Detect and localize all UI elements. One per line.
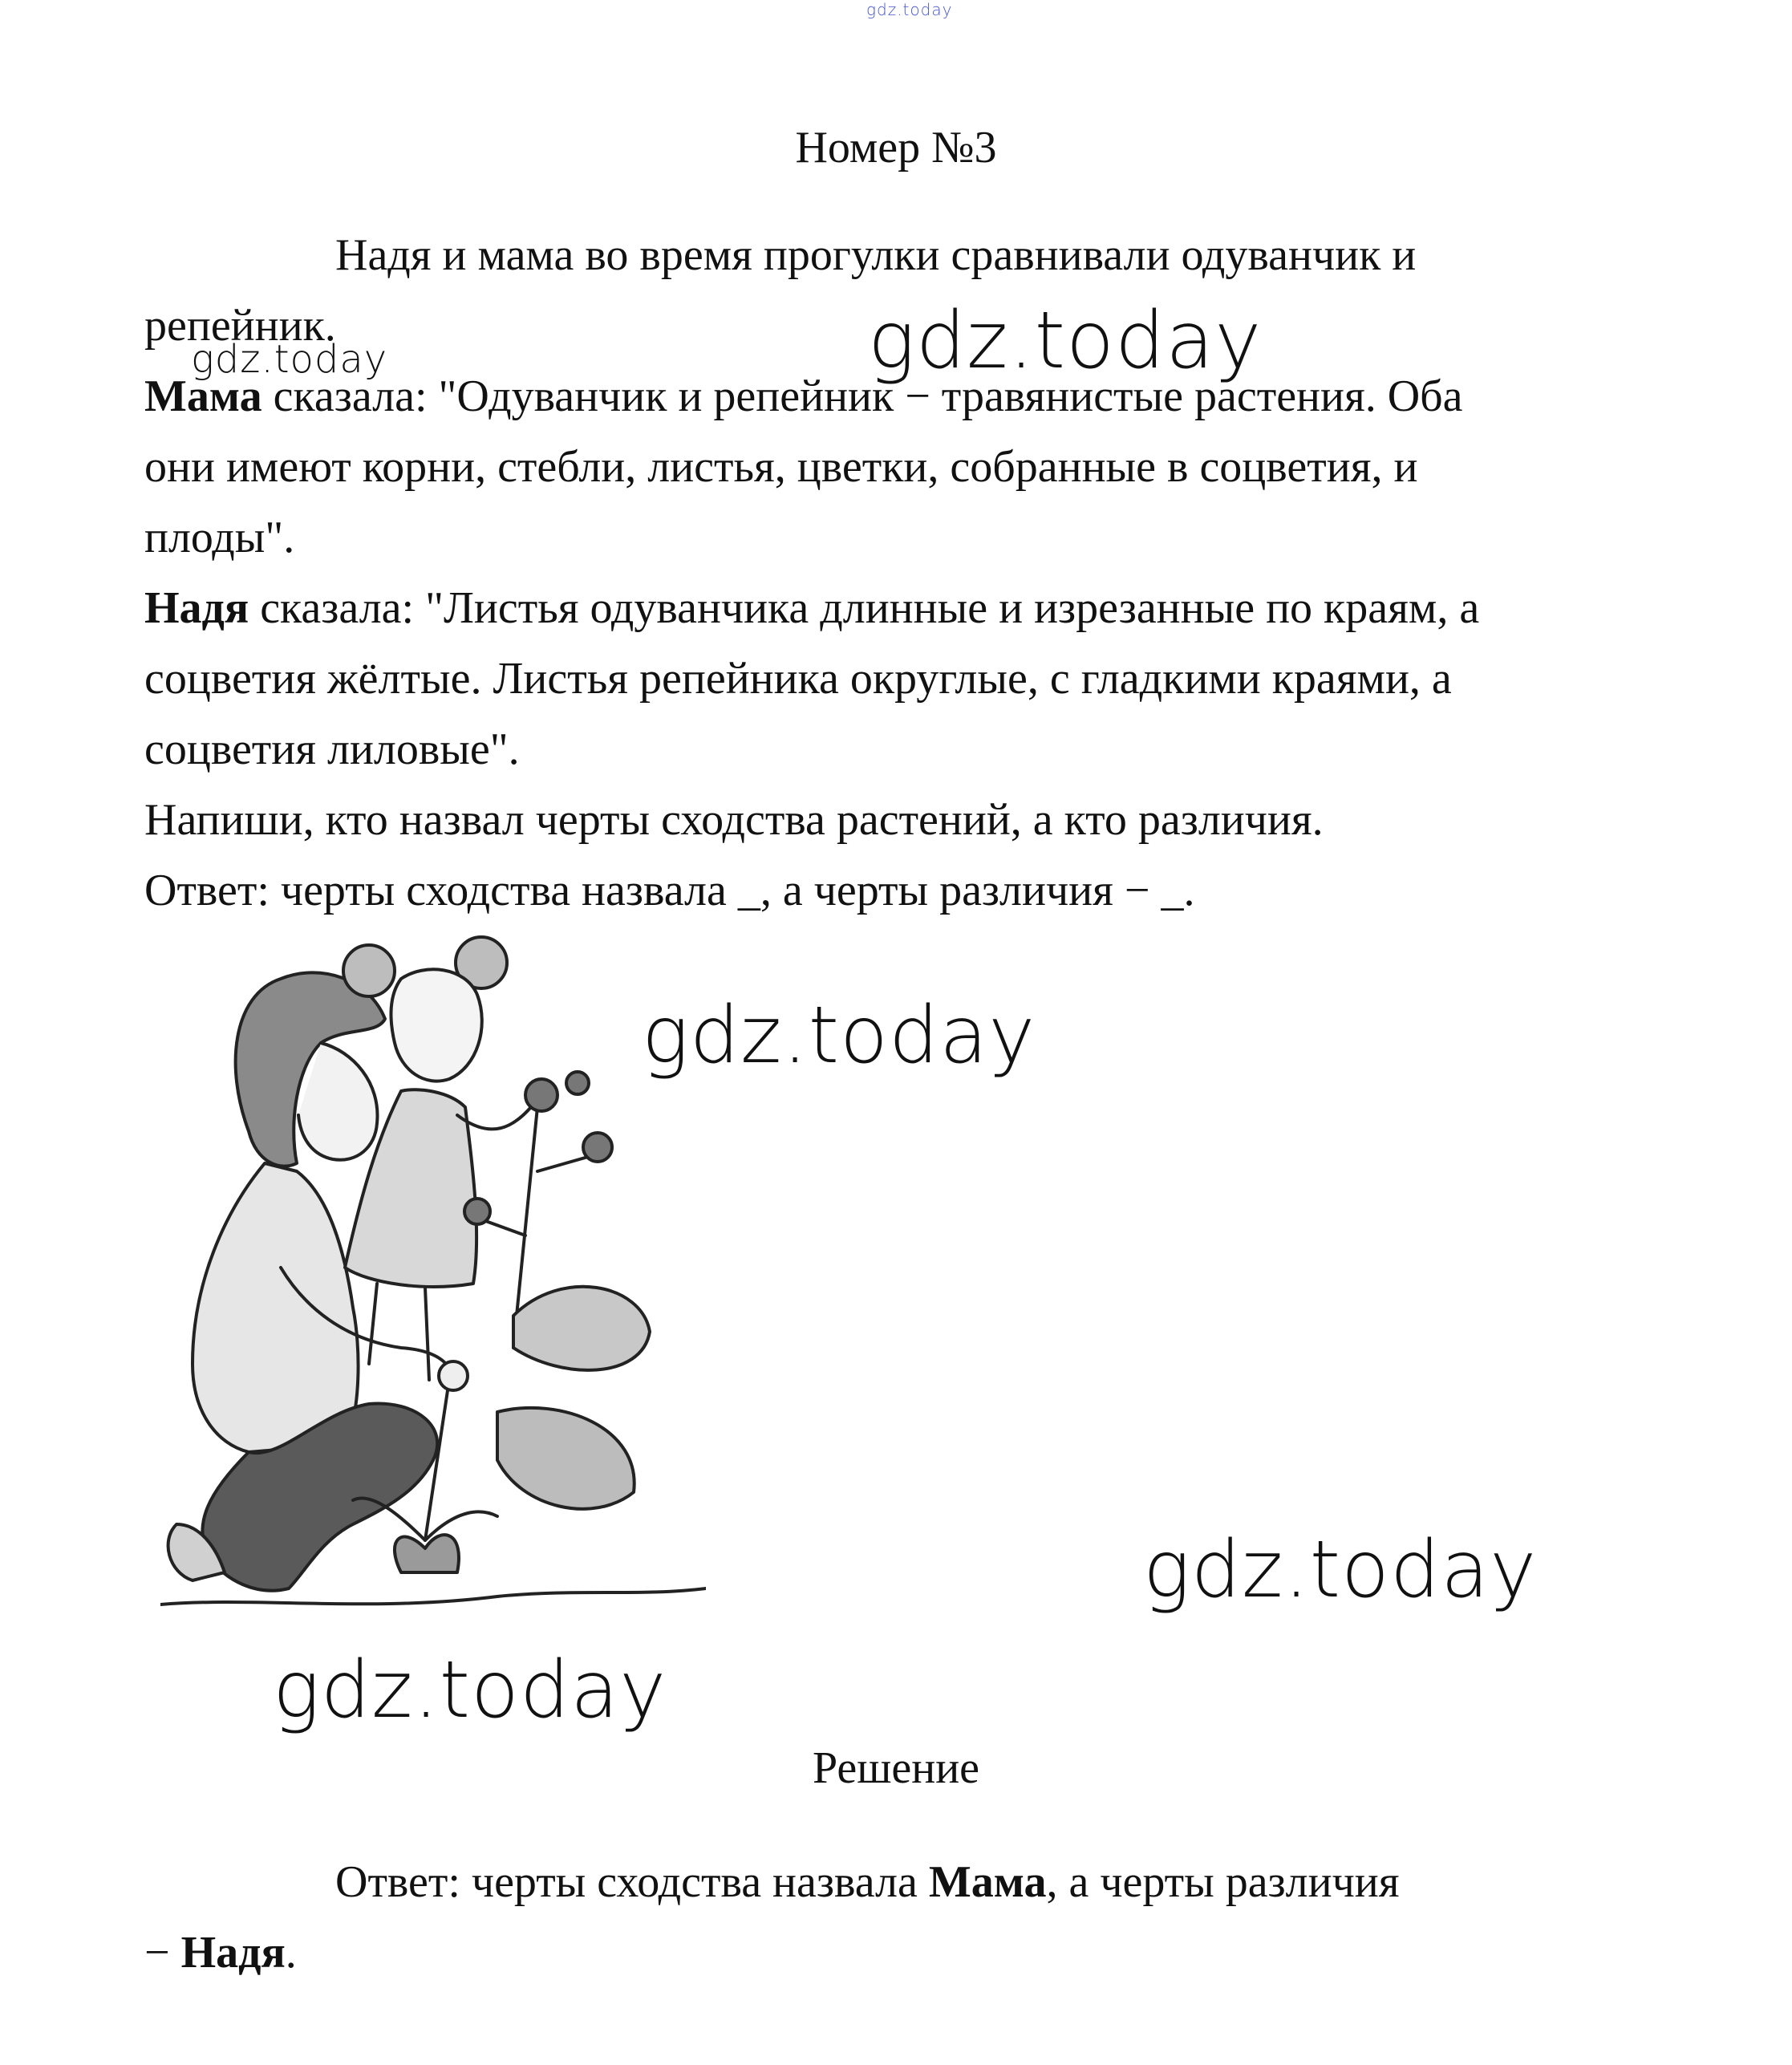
burdock-leaf-1 xyxy=(513,1287,650,1370)
mama-speech-1: сказала: "Одуванчик и репейник − травянистые растения. Оба xyxy=(262,371,1463,421)
solution-text-2: , а черты различия xyxy=(1046,1857,1400,1907)
watermark-big-4: gdz.today xyxy=(273,1645,667,1736)
mama-line-2: они имеют корни, стебли, листья, цветки, собранные в соцветия, и xyxy=(144,442,1418,492)
girl-pigtail-left xyxy=(343,945,395,996)
answer-template: Ответ: черты сходства назвала _, а черты различия − _. xyxy=(144,866,1195,915)
burdock-leaf-2 xyxy=(497,1408,634,1509)
nadya-line-1 xyxy=(144,573,1479,643)
dandelion-flower xyxy=(439,1361,468,1390)
mother-face xyxy=(298,1043,377,1160)
girl-legs xyxy=(369,1284,429,1380)
burdock-flower-4 xyxy=(566,1072,589,1094)
mother-body xyxy=(193,1163,359,1452)
mama-name: Мама xyxy=(144,371,262,421)
solution-text-3: − xyxy=(144,1928,181,1978)
solution-answer-mama: Мама xyxy=(928,1857,1047,1907)
watermark-big-3: gdz.today xyxy=(1143,1524,1538,1616)
solution-answer-nadya: Надя xyxy=(180,1928,286,1978)
intro-line-2: репейник. xyxy=(144,301,336,351)
solution-line-2 xyxy=(144,1917,297,1988)
intro-line-1: Надя и мама во время прогулки сравнивали одуванчик и xyxy=(335,230,1417,280)
girl-head xyxy=(391,969,481,1081)
solution-heading: Решение xyxy=(812,1743,980,1793)
watermark-big-2: gdz.today xyxy=(642,990,1036,1081)
girl-arm xyxy=(457,1099,537,1129)
mother-daughter-plants-illustration xyxy=(160,931,706,1629)
nadya-line-3: соцветия лиловые". xyxy=(144,724,520,774)
burdock-flower-3 xyxy=(464,1199,490,1224)
burdock-flower-1 xyxy=(525,1079,557,1111)
mama-line-3: плоды". xyxy=(144,513,295,562)
solution-text-4: . xyxy=(285,1928,297,1978)
solution-line-1 xyxy=(335,1847,1399,1917)
watermark-top: gdz.today xyxy=(866,0,953,19)
solution-text-1: Ответ: черты сходства назвала xyxy=(335,1857,929,1907)
nadya-name: Надя xyxy=(144,583,249,633)
task-title: Номер №3 xyxy=(795,123,997,172)
watermark-big-1: gdz.today xyxy=(868,295,1263,387)
nadya-line-2: соцветия жёлтые. Листья репейника округлые, с гладкими краями, а xyxy=(144,654,1452,704)
nadya-speech-1: сказала: "Листья одуванчика длинные и изрезанные по краям, а xyxy=(249,583,1480,633)
mama-line-1 xyxy=(144,361,1463,432)
question: Напиши, кто назвал черты сходства растений, а кто различия. xyxy=(144,795,1324,845)
ground-line xyxy=(160,1588,706,1605)
burdock-flower-2 xyxy=(583,1133,612,1162)
watermark-small: gdz.today xyxy=(191,337,388,382)
